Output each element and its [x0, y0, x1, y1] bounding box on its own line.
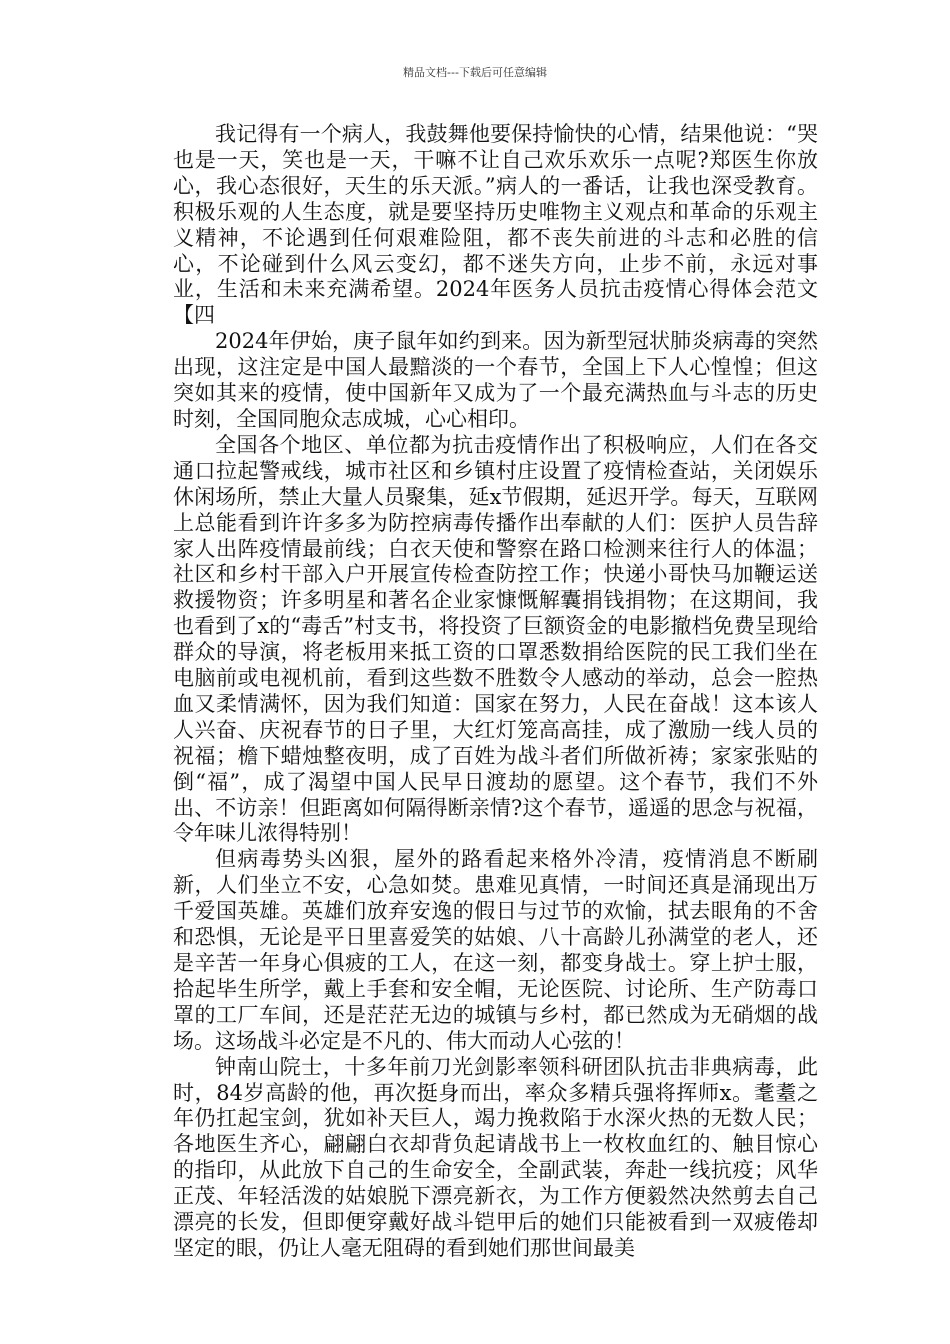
document-body [173, 122, 818, 1262]
paragraph-heroes: 但病毒势头凶狠，屋外的路看起来格外冷清，疫情消息不断刷新，人们坐立不安，心急如焚。患难见真情，一时间还真是涌现出万千爱国英雄。英雄们放弃安逸的假日与过节的欢愉，拭去眼角的不舍和恐惧，无论是平日里喜爱笑的姑娘、八十高龄儿孙满堂的老人，还是辛苦一年身心俱疲的工人，在这一刻，都变身战士。穿上护士服，拾起毕生所学，戴上手套和安全帽，无论医院、讨论所、生产防毒口罩的工厂车间，还是茫茫无边的城镇与乡村，都已然成为无硝烟的战场。这场战斗必定是不凡的、伟大而动人心弦的！ [173, 847, 818, 1053]
paragraph-patient-story: 我记得有一个病人，我鼓舞他要保持愉快的心情，结果他说：“哭也是一天，笑也是一天，干嘛不让自己欢乐欢乐一点呢?郑医生你放心，我心态很好，天生的乐天派。”病人的一番话，让我也深受教育。积极乐观的人生态度，就是要坚持历史唯物主义观点和革命的乐观主义精神，不论遇到任何艰难险阻，都不丧失前进的斗志和必胜的信心，不论碰到什么风云变幻，都不迷失方向，止步不前，永远对事业，生活和未来充满希望。2024年医务人员抗击疫情心得体会范文【四 [173, 122, 818, 328]
paragraph-new-year-outbreak: 2024年伊始，庚子鼠年如约到来。因为新型冠状肺炎病毒的突然出现，这注定是中国人最黯淡的一个春节，全国上下人心惶惶；但这突如其来的疫情，使中国新年又成为了一个最充满热血与斗志的历史时刻，全国同胞众志成城，心心相印。 [173, 329, 818, 431]
paragraph-nationwide-response: 全国各个地区、单位都为抗击疫情作出了积极响应，人们在各交通口拉起警戒线，城市社区和乡镇村庄设置了疫情检查站，关闭娱乐休闲场所，禁止大量人员聚集，延x节假期，延迟开学。每天，互联网上总能看到许许多多为防控病毒传播作出奉献的人们：医护人员告辞家人出阵疫情最前线；白衣天使和警察在路口检测来往行人的体温；社区和乡村干部入户开展宣传检查防控工作；快递小哥快马加鞭运送救援物资；许多明星和著名企业家慷慨解囊捐钱捐物；在这期间，我也看到了x的“毒舌”村支书，将投资了巨额资金的电影撤档免费呈现给群众的导演，将老板用来抵工资的口罩悉数捐给医院的民工我们坐在电脑前或电视机前，看到这些数不胜数令人感动的举动，总会一腔热血又柔情满怀，因为我们知道：国家在努力，人民在奋战！这本该人人兴奋、庆祝春节的日子里，大红灯笼高高挂，成了激励一线人员的祝福；檐下蜡烛整夜明，成了百姓为战斗者们所做祈祷；家家张贴的倒“福”，成了渴望中国人民早日渡劫的愿望。这个春节，我们不外出、不访亲！但距离如何隔得断亲情?这个春节，遥遥的思念与祝福，令年味儿浓得特别！ [173, 432, 818, 846]
page-header: 精品文档---下载后可任意编辑 [403, 66, 547, 79]
paragraph-zhong-nanshan: 钟南山院士，十多年前刀光剑影率领科研团队抗击非典病毒，此时，84岁高龄的他，再次挺身而出，率众多精兵强将挥师x。耄耋之年仍扛起宝剑，犹如补天巨人，竭力挽救陷于水深火热的无数人民；各地医生齐心，翩翩白衣却背负起请战书上一枚枚血红的、触目惊心的指印，从此放下自己的生命安全，全副武装，奔赴一线抗疫；风华正茂、年轻活泼的姑娘脱下漂亮新衣，为工作方便毅然决然剪去自己漂亮的长发，但即便穿戴好战斗铠甲后的她们只能被看到一双疲倦却坚定的眼，仍让人毫无阻碍的看到她们那世间最美 [173, 1054, 818, 1260]
